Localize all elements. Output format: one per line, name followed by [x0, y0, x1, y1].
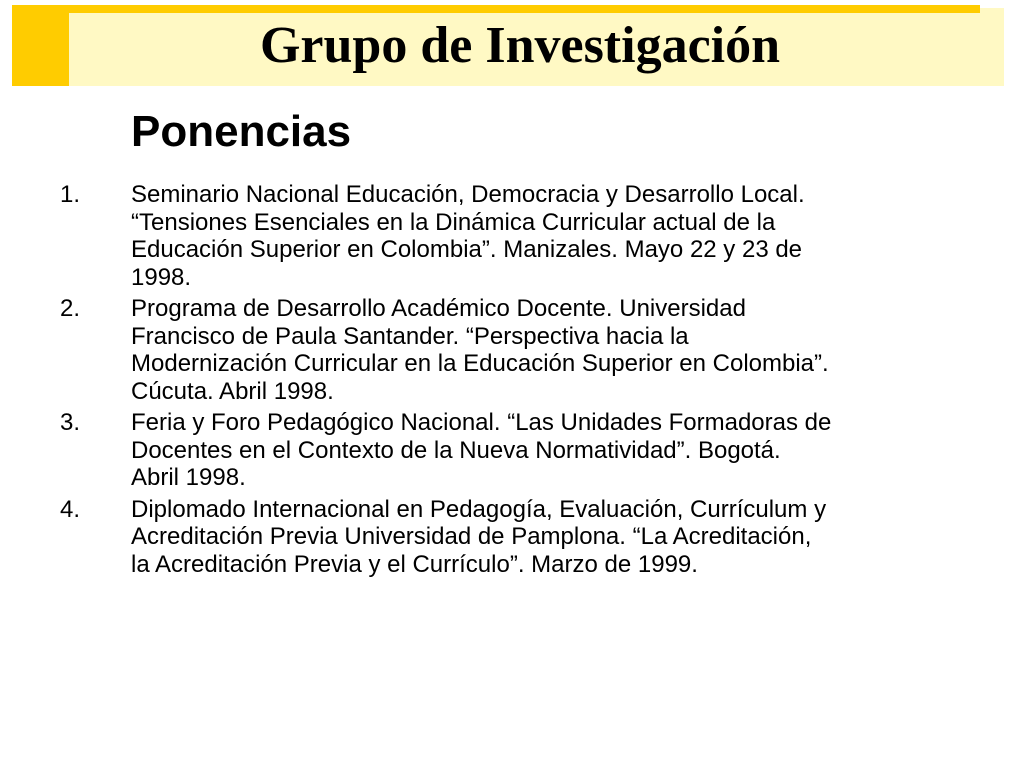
list-item-number: 1. — [60, 181, 81, 208]
list-item-number: 3. — [60, 409, 81, 436]
list-item-number: 2. — [60, 295, 81, 322]
list-item — [60, 181, 980, 291]
slide-title: Grupo de Investigación — [259, 17, 781, 74]
title-accent-left — [12, 5, 69, 86]
list-item — [60, 496, 980, 579]
list-item — [60, 409, 980, 492]
slide-subtitle: Ponencias — [131, 107, 352, 156]
list-item-number: 4. — [60, 495, 81, 523]
list-item-text: Diplomado Internacional en Pedagogía, Evaluación, Currículum y Acreditación Previa Universidad de Pamplona. “La Acreditación, la Acreditación Previa y el Currículo”. Marzo de 1999. — [131, 495, 827, 578]
ponencias-list — [60, 181, 980, 582]
list-item-text: Seminario Nacional Educación, Democracia y Desarrollo Local. “Tensiones Esenciales en la Dinámica Curricular actual de la Educación Superior en Colombia”. Manizales. Mayo 22 y 23 de 1998. — [131, 181, 805, 291]
list-item — [60, 295, 980, 405]
list-item-text: Feria y Foro Pedagógico Nacional. “Las Unidades Formadoras de Docentes en el Contexto de la Nueva Normatividad”. Bogotá. Abril 1998. — [131, 409, 832, 491]
list-item-text: Programa de Desarrollo Académico Docente. Universidad Francisco de Paula Santander. “Perspectiva hacia la Modernización Curricular en la Educación Superior en Colombia”. Cúcuta. Abril 1998. — [131, 295, 829, 405]
